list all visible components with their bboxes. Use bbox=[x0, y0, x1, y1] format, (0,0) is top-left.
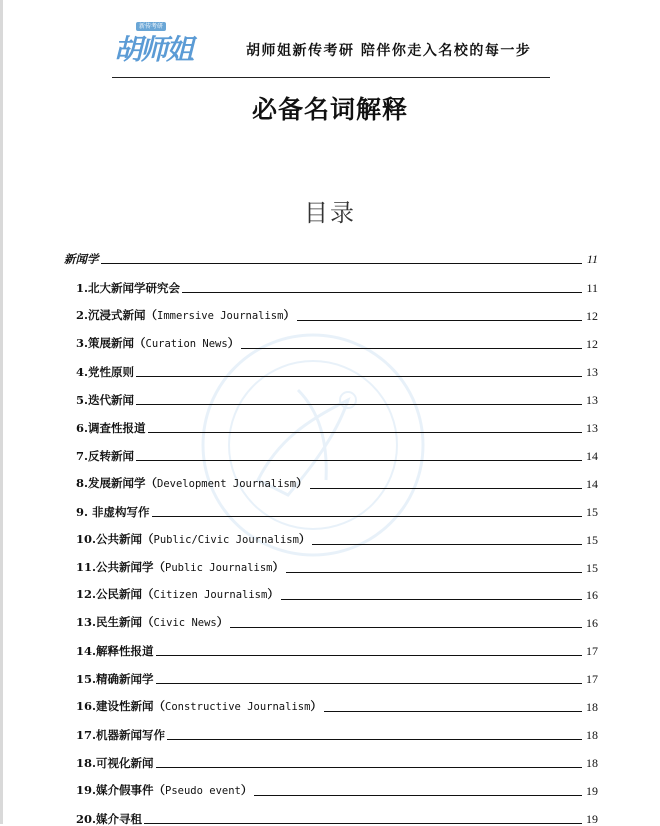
toc-entry-suffix: ） bbox=[227, 335, 240, 350]
toc-leader bbox=[230, 627, 582, 628]
toc-leader bbox=[136, 404, 582, 405]
toc-entry-title: 8.发展新闻学（ bbox=[76, 475, 158, 490]
toc-leader bbox=[310, 488, 582, 489]
toc-leader bbox=[241, 348, 582, 349]
toc-entry-page: 19 bbox=[586, 784, 598, 799]
toc-entry-title: 20.媒介寻租 bbox=[76, 812, 143, 826]
toc-entry-page: 18 bbox=[586, 728, 598, 743]
toc-entry-label bbox=[76, 281, 180, 295]
toc-entry-title: 11.公共新闻学（ bbox=[76, 559, 166, 574]
toc-entry-row[interactable] bbox=[76, 726, 598, 742]
toc-entry-page: 13 bbox=[586, 364, 598, 379]
toc-entry-page: 16 bbox=[586, 588, 598, 603]
toc-entry-page: 11 bbox=[586, 281, 598, 295]
toc-entry-title: 10.公共新闻（ bbox=[76, 531, 154, 546]
toc-entry-label bbox=[76, 476, 308, 491]
toc-entry-page: 16 bbox=[586, 616, 598, 631]
toc-leader bbox=[156, 683, 582, 684]
toc-leader bbox=[254, 795, 582, 796]
toc-entry-row[interactable] bbox=[76, 754, 598, 770]
toc-leader bbox=[148, 432, 582, 433]
toc-entry-title: 17.机器新闻写作 bbox=[76, 728, 166, 743]
logo-badge: 新传考研 bbox=[136, 22, 166, 31]
toc-entry-page: 12 bbox=[586, 308, 598, 323]
toc-section-row[interactable] bbox=[64, 250, 598, 266]
toc-entry-english: Curation News bbox=[145, 337, 228, 350]
toc-entry-row[interactable] bbox=[76, 307, 598, 323]
toc-entry-title: 5.迭代新闻 bbox=[76, 392, 135, 407]
toc-entry-title: 7.反转新闻 bbox=[76, 448, 135, 463]
toc-heading: 目录 bbox=[304, 199, 356, 227]
toc-entry-row[interactable] bbox=[76, 335, 598, 351]
toc-entry-title: 2.沉浸式新闻（ bbox=[76, 307, 158, 322]
document-title: 必备名词解释 bbox=[251, 95, 408, 124]
toc-entry-page: 19 bbox=[586, 812, 598, 826]
toc-entry-page: 13 bbox=[586, 392, 598, 407]
toc-entry-label bbox=[76, 644, 154, 658]
toc-entry-page: 15 bbox=[586, 560, 598, 575]
toc-entry-title: 13.民生新闻（ bbox=[76, 615, 154, 630]
toc-entry-page: 15 bbox=[586, 504, 598, 519]
toc-entry-row[interactable] bbox=[76, 782, 598, 798]
toc-leader bbox=[286, 572, 582, 573]
header-slogan: 胡师姐新传考研 陪伴你走入名校的每一步 bbox=[246, 43, 532, 59]
toc-entry-row[interactable] bbox=[76, 559, 598, 575]
logo-text: 胡师姐 bbox=[114, 33, 193, 66]
toc-entry-page: 14 bbox=[586, 476, 598, 491]
toc-entry-label bbox=[76, 421, 146, 435]
toc-leader bbox=[152, 516, 582, 517]
toc-entry-title: 18.可视化新闻 bbox=[76, 756, 154, 771]
toc-entry-suffix: ） bbox=[283, 307, 295, 322]
toc-entry-row[interactable] bbox=[76, 279, 598, 295]
toc-entry-row[interactable] bbox=[76, 531, 598, 547]
toc-entry-page: 15 bbox=[586, 532, 598, 547]
toc-entry-row[interactable] bbox=[76, 391, 598, 407]
toc-entry-row[interactable] bbox=[76, 614, 598, 630]
toc-leader bbox=[297, 320, 582, 321]
toc-leader bbox=[101, 263, 583, 264]
toc-entry-page: 18 bbox=[586, 756, 598, 771]
toc-entry-title: 4.党性原则 bbox=[76, 364, 135, 379]
toc-entry-label bbox=[76, 308, 295, 323]
toc-entry-title: 14.解释性报道 bbox=[76, 644, 154, 659]
toc-entry-page: 17 bbox=[586, 672, 598, 687]
toc-entry-title: 3.策展新闻（ bbox=[76, 335, 146, 350]
toc-entry-row[interactable] bbox=[76, 503, 598, 519]
toc-entry-label bbox=[76, 560, 284, 575]
toc-entry-row[interactable] bbox=[76, 363, 598, 379]
toc-leader bbox=[156, 767, 582, 768]
toc-entry-row[interactable] bbox=[76, 642, 598, 658]
toc-entry-label bbox=[76, 532, 310, 547]
toc-entry-label bbox=[76, 783, 252, 798]
toc-entry-suffix: ） bbox=[272, 559, 284, 574]
toc-entry-row[interactable] bbox=[76, 419, 598, 435]
toc-entry-label bbox=[76, 365, 134, 379]
toc-entry-english: Citizen Journalism bbox=[153, 589, 268, 602]
toc-leader bbox=[167, 739, 582, 740]
toc-entry-title: 1.北大新闻学研究会 bbox=[76, 281, 181, 295]
toc-entry-title: 19.媒介假事件（ bbox=[76, 783, 166, 798]
toc-leader bbox=[182, 292, 582, 293]
toc-leader bbox=[281, 599, 582, 600]
toc-entry-suffix: ） bbox=[296, 475, 308, 490]
toc-entry-row[interactable] bbox=[76, 698, 598, 714]
toc-entry-title: 9. 非虚构写作 bbox=[76, 504, 150, 519]
toc-entry-page: 14 bbox=[586, 448, 598, 463]
toc-entry-english: Public Journalism bbox=[165, 561, 273, 574]
toc-entry-page: 18 bbox=[586, 700, 598, 715]
toc-entry-row[interactable] bbox=[76, 475, 598, 491]
toc-leader bbox=[156, 655, 582, 656]
toc-entry-suffix: ） bbox=[298, 531, 311, 546]
toc-entry-suffix: ） bbox=[240, 783, 253, 798]
toc-entry-english: Civic News bbox=[153, 617, 217, 630]
toc-entry-label bbox=[76, 587, 279, 602]
toc-entry-row[interactable] bbox=[76, 447, 598, 463]
toc-entry-label bbox=[76, 672, 154, 686]
toc-leader bbox=[136, 376, 582, 377]
toc-entry-suffix: ） bbox=[216, 615, 229, 630]
toc-entry-title: 6.调查性报道 bbox=[76, 420, 146, 435]
toc-entry-label bbox=[76, 505, 150, 519]
toc-entry-label bbox=[76, 449, 134, 463]
toc-entry-page: 12 bbox=[586, 336, 598, 351]
toc-entry-title: 15.精确新闻学 bbox=[76, 672, 154, 687]
toc-section-label: 新闻学 bbox=[64, 252, 99, 266]
toc-entry-row[interactable] bbox=[76, 586, 598, 602]
toc-entry-title: 16.建设性新闻（ bbox=[76, 699, 166, 714]
toc-entry-english: Pseudo event bbox=[165, 785, 241, 798]
toc-entry-label bbox=[76, 756, 154, 770]
toc-entry-label bbox=[76, 336, 239, 351]
toc-entry-english: Development Journalism bbox=[157, 477, 297, 490]
toc-entry-label bbox=[76, 615, 228, 630]
toc-leader bbox=[324, 711, 582, 712]
toc-entry-page: 13 bbox=[586, 420, 598, 435]
toc-leader bbox=[136, 460, 582, 461]
toc-entry-title: 12.公民新闻（ bbox=[76, 587, 154, 602]
toc-entry-page: 17 bbox=[586, 644, 598, 659]
toc-entry-suffix: ） bbox=[267, 587, 279, 602]
toc-section-page: 11 bbox=[586, 252, 598, 266]
toc-entry-english: Immersive Journalism bbox=[157, 309, 284, 322]
toc-leader bbox=[312, 544, 582, 545]
toc-entry-suffix: ） bbox=[310, 699, 322, 714]
toc-entry-english: Public/Civic Journalism bbox=[153, 533, 299, 546]
toc-entry-label bbox=[76, 393, 134, 407]
toc-entry-english: Constructive Journalism bbox=[165, 701, 311, 714]
toc-entry-row[interactable] bbox=[76, 670, 598, 686]
toc-entry-label bbox=[76, 728, 165, 742]
toc-entry-label bbox=[76, 699, 322, 714]
